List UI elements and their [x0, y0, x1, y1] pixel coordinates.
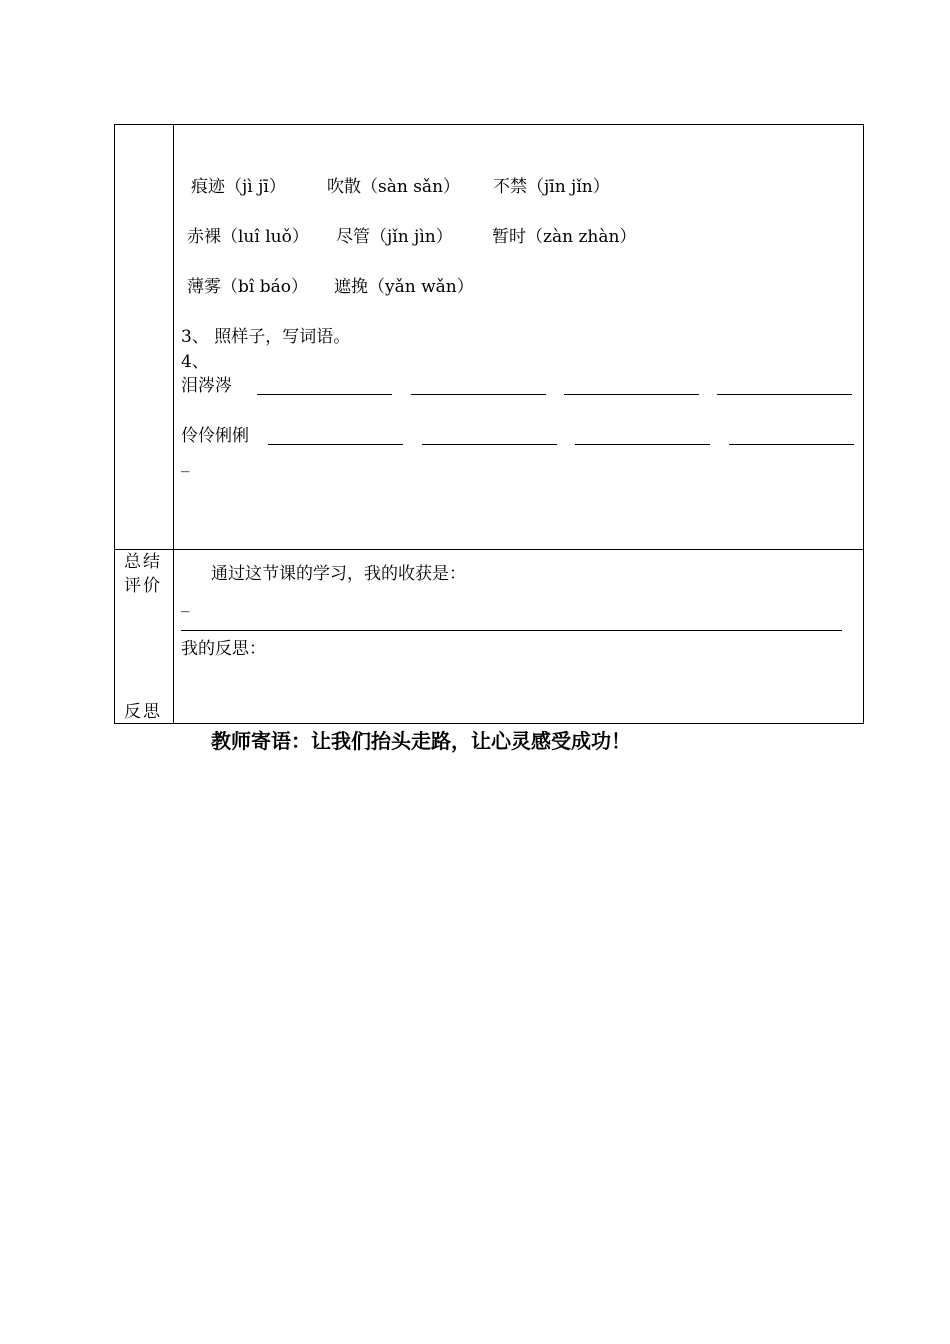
label-evaluation: 评价 — [124, 576, 162, 596]
answer-blank[interactable] — [422, 444, 557, 445]
row-divider — [115, 549, 863, 550]
label-reflection: 反思 — [124, 702, 162, 722]
pinyin-item: 赤裸（luî luǒ） — [187, 227, 309, 247]
pinyin-item: 薄雾（bî báo） — [187, 277, 308, 297]
example-word-2: 伶伶俐俐 — [181, 426, 249, 446]
answer-blank[interactable] — [575, 444, 710, 445]
answer-blank[interactable] — [564, 394, 699, 395]
answer-blank[interactable] — [257, 394, 392, 395]
pinyin-item: 尽管（jǐn jìn） — [336, 227, 453, 247]
pinyin-item: 暂时（zàn zhàn） — [492, 227, 637, 247]
exercise-4-heading: 4、 — [181, 352, 209, 372]
exercise-3-heading: 3、 照样子，写词语。 — [181, 327, 351, 347]
pinyin-item: 不禁（jīn jǐn） — [493, 177, 610, 197]
answer-blank[interactable] — [411, 394, 546, 395]
label-summary: 总结 — [124, 552, 162, 572]
reflection-prompt: 我的反思： — [181, 639, 266, 659]
dash-mark: _ — [181, 453, 190, 473]
gain-answer-line[interactable] — [181, 630, 842, 631]
column-divider — [173, 125, 174, 723]
dash-mark: _ — [181, 593, 190, 613]
example-word-1: 泪涔涔 — [181, 376, 232, 396]
teacher-motto: 教师寄语：让我们抬头走路，让心灵感受成功！ — [211, 729, 631, 753]
answer-blank[interactable] — [268, 444, 403, 445]
pinyin-item: 吹散（sàn sǎn） — [327, 177, 461, 197]
pinyin-item: 痕迹（jì jī） — [191, 177, 286, 197]
answer-blank[interactable] — [717, 394, 852, 395]
worksheet-table — [114, 124, 864, 724]
gain-prompt: 通过这节课的学习，我的收获是： — [211, 564, 466, 584]
pinyin-item: 遮挽（yǎn wǎn） — [334, 277, 474, 297]
answer-blank[interactable] — [729, 444, 854, 445]
